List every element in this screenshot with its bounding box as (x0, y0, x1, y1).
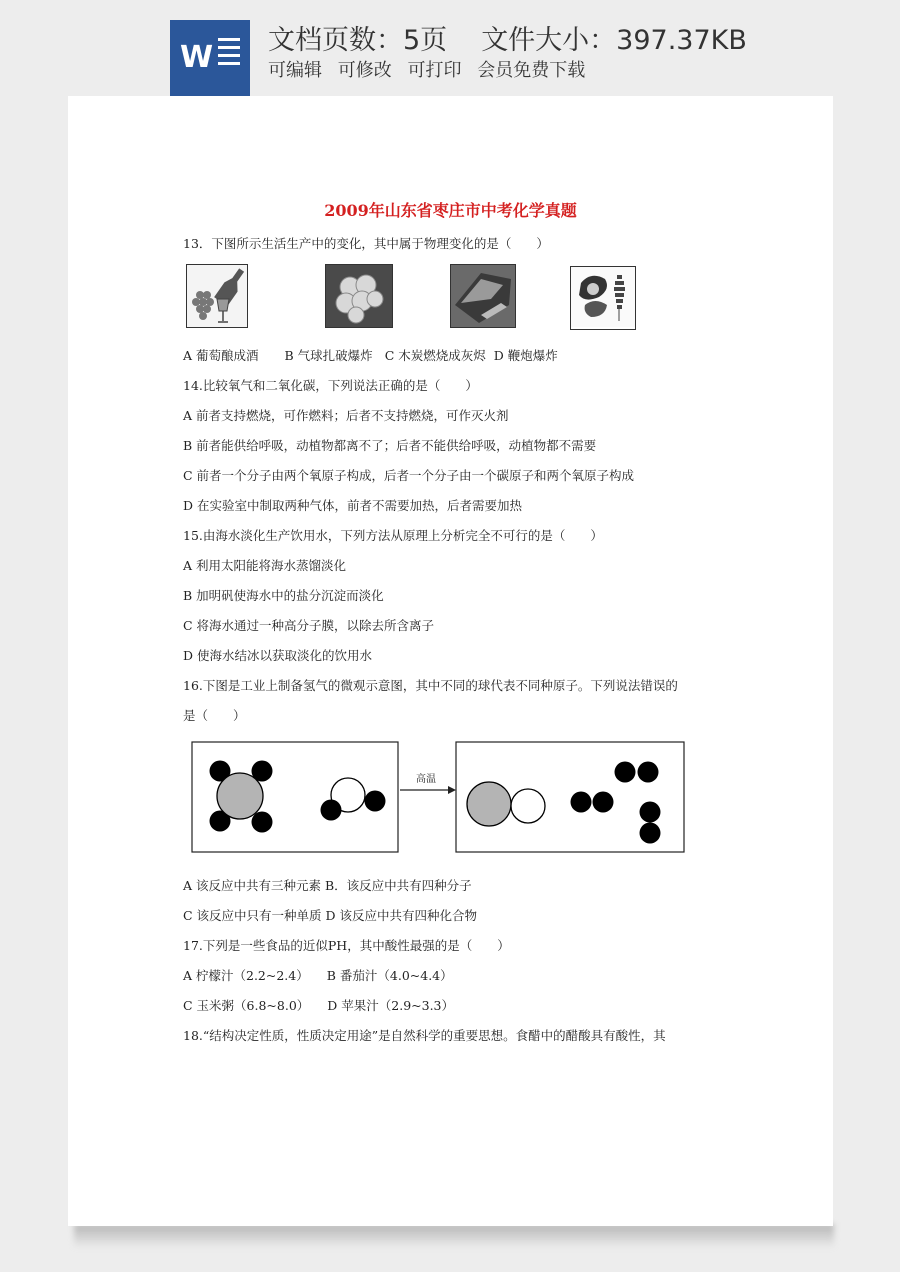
feature-modifiable: 可修改 (337, 60, 392, 81)
atom-black (593, 792, 614, 813)
atom-black (571, 792, 592, 813)
q15-option-d: D 使海水结冰以获取淡化的饮用水 (183, 648, 372, 663)
q14-option-d: D 在实验室中制取两种气体，前者不需要加热，后者需要加热 (183, 498, 522, 513)
balloon-cluster-image (325, 264, 393, 328)
reaction-diagram (188, 738, 688, 858)
q17-stem: 17.下列是一些食品的近似PH，其中酸性最强的是（ ） (183, 938, 510, 953)
feature-list (268, 56, 585, 82)
q13-option-b: B 气球扎破爆炸 (284, 348, 373, 363)
q16-stem-line1: 16.下图是工业上制备氢气的微观示意图，其中不同的球代表不同种原子。下列说法错误的 (183, 678, 678, 693)
download-info-bar (0, 0, 900, 96)
q17-option-b: B 番茄汁（4.0~4.4） (326, 968, 453, 983)
atom-black (615, 762, 636, 783)
q17-option-c: C 玉米粥（6.8~8.0） (183, 998, 310, 1013)
feature-editable: 可编辑 (268, 60, 322, 81)
feature-member-download: 会员免费下载 (477, 60, 586, 81)
q13-options (183, 346, 558, 364)
file-info (268, 18, 747, 57)
q17-options-line1 (183, 966, 453, 984)
q13-option-c: C 木炭燃烧成灰烬 (384, 348, 486, 363)
page-shadow (74, 1224, 834, 1248)
q17-option-a: A 柠檬汁（2.2~2.4） (183, 968, 309, 983)
atom-black (321, 800, 342, 821)
document-page (68, 96, 833, 1226)
charcoal-image (450, 264, 516, 328)
q13-option-d: D 鞭炮爆炸 (493, 348, 558, 363)
feature-printable: 可打印 (407, 60, 462, 81)
page-title: 2009年山东省枣庄市中考化学真题 (324, 201, 577, 220)
atom-black (640, 802, 661, 823)
atom-grey-large (217, 773, 263, 819)
q16-stem-line2: 是（ ） (183, 708, 246, 723)
q17-options-line2 (183, 996, 454, 1014)
q14-option-b: B 前者能供给呼吸，动植物都离不了；后者不能供给呼吸，动植物都不需要 (183, 438, 597, 453)
q15-stem: 15.由海水淡化生产饮用水，下列方法从原理上分析完全不可行的是（ ） (183, 528, 603, 543)
atom-black (365, 791, 386, 812)
q16-options-line1: A 该反应中共有三种元素 B．该反应中共有四种分子 (183, 878, 472, 893)
q13-stem: 13．下图所示生活生产中的变化，其中属于物理变化的是（ ） (183, 236, 549, 251)
file-size: 文件大小：397.37KB (481, 25, 747, 56)
firecracker-image (570, 266, 636, 330)
atom-black (638, 762, 659, 783)
q16-options-line2: C 该反应中只有一种单质 D 该反应中共有四种化合物 (183, 908, 478, 923)
atom-black (640, 823, 661, 844)
q15-option-c: C 将海水通过一种高分子膜，以除去所含离子 (183, 618, 435, 633)
atom-white (511, 789, 545, 823)
atom-grey-large (467, 782, 511, 826)
word-logo-letter: W (180, 40, 214, 75)
reaction-condition-label: 高温 (416, 774, 436, 785)
arrow-head (448, 786, 456, 794)
q14-option-a: A 前者支持燃烧，可作燃料；后者不支持燃烧，可作灭火剂 (183, 408, 509, 423)
wine-bottle-grapes-image (186, 264, 248, 328)
word-document-icon (170, 20, 250, 96)
q13-option-a: A 葡萄酿成酒 (183, 348, 259, 363)
document-lines-icon (218, 38, 240, 70)
q14-stem: 14.比较氧气和二氧化碳，下列说法正确的是（ ） (183, 378, 478, 393)
q14-option-c: C 前者一个分子由两个氧原子构成，后者一个分子由一个碳原子和两个氧原子构成 (183, 468, 635, 483)
atom-black (252, 812, 273, 833)
q18-stem: 18.“结构决定性质，性质决定用途”是自然科学的重要思想。食醋中的醋酸具有酸性，其 (183, 1028, 666, 1043)
q17-option-d: D 苹果汁（2.9~3.3） (327, 998, 455, 1013)
q15-option-b: B 加明矾使海水中的盐分沉淀而淡化 (183, 588, 384, 603)
page-count: 文档页数：5页 (268, 25, 448, 56)
q15-option-a: A 利用太阳能将海水蒸馏淡化 (183, 558, 347, 573)
